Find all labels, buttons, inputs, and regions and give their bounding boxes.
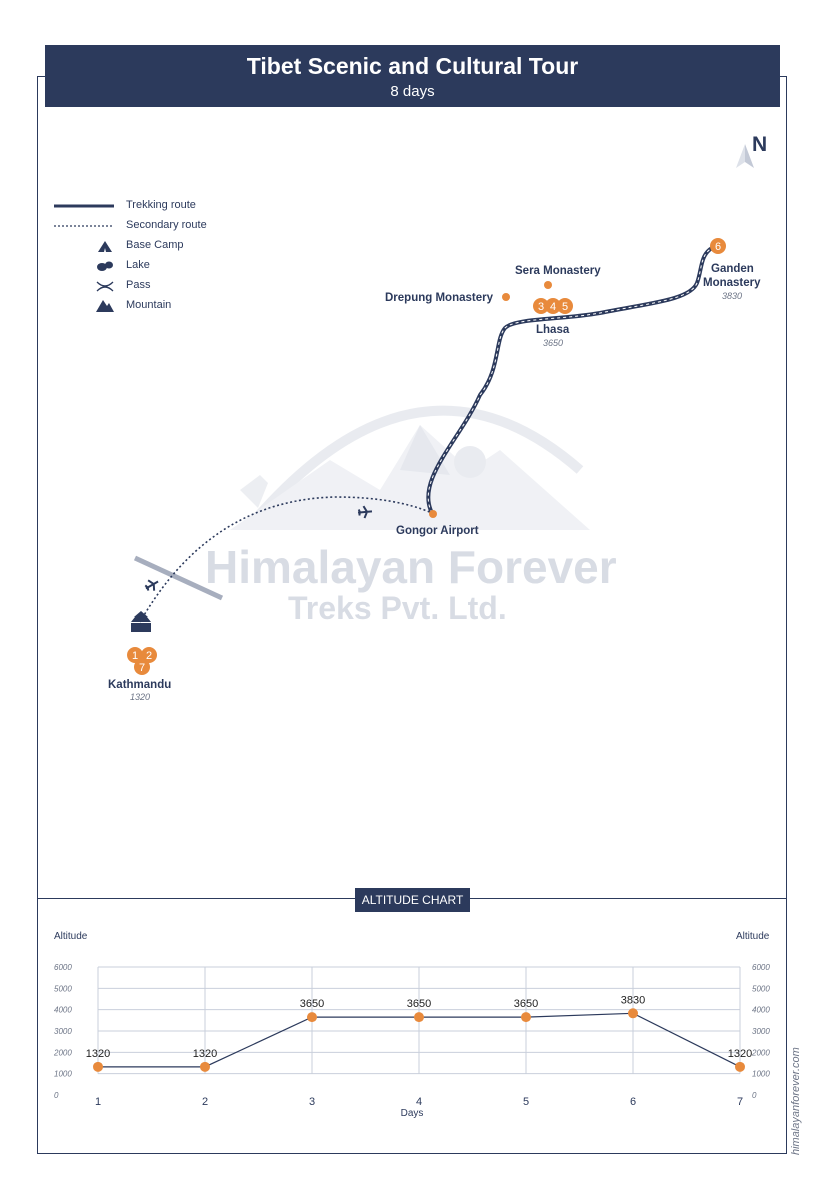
place-label-ganden-line1: Ganden bbox=[711, 263, 754, 275]
data-label: 3830 bbox=[620, 994, 646, 1007]
place-label-ganden-line2: Monastery bbox=[703, 277, 761, 289]
legend-label: Lake bbox=[126, 259, 150, 271]
x-tick-label: 3 bbox=[308, 1096, 316, 1108]
altitude-chart-badge: ALTITUDE CHART bbox=[355, 888, 470, 912]
altitude-point bbox=[628, 1008, 638, 1018]
place-label-gongor: Gongor Airport bbox=[396, 525, 479, 537]
legend-label: Base Camp bbox=[126, 239, 184, 251]
altitude-point bbox=[414, 1012, 424, 1022]
x-tick-label: 2 bbox=[201, 1096, 209, 1108]
y-tick-label-right: 2000 bbox=[752, 1048, 770, 1058]
place-label-sera: Sera Monastery bbox=[515, 265, 601, 277]
data-label: 1320 bbox=[727, 1047, 753, 1060]
day-number: 2 bbox=[145, 650, 153, 662]
y-tick-label: 1000 bbox=[54, 1069, 72, 1079]
y-tick-label: 6000 bbox=[54, 963, 72, 972]
elevation-kathmandu: 1320 bbox=[130, 692, 151, 702]
data-label: 3650 bbox=[513, 998, 539, 1011]
day-number: 4 bbox=[549, 301, 557, 313]
y-tick-label: 0 bbox=[54, 1091, 59, 1100]
elevation-lhasa: 3650 bbox=[543, 338, 564, 348]
y-tick-label: 3000 bbox=[54, 1027, 72, 1036]
legend-label: Mountain bbox=[126, 299, 172, 311]
altitude-point bbox=[307, 1012, 317, 1022]
y-tick-label-right: 4000 bbox=[752, 1005, 770, 1015]
data-label: 1320 bbox=[192, 1047, 218, 1060]
legend-label: Pass bbox=[126, 279, 151, 291]
website-url: himalayanforever.com bbox=[790, 1047, 802, 1155]
y-tick-label: 5000 bbox=[54, 984, 72, 994]
x-tick-label: 5 bbox=[522, 1096, 530, 1108]
y-tick-label-right: 5000 bbox=[752, 984, 770, 994]
place-label-drepung: Drepung Monastery bbox=[385, 292, 493, 304]
x-tick-label: 4 bbox=[415, 1096, 423, 1108]
left-axis-title: Altitude bbox=[54, 931, 88, 942]
place-label-kathmandu: Kathmandu bbox=[108, 679, 172, 691]
compass-letter: N bbox=[752, 133, 768, 156]
x-tick-label: 1 bbox=[94, 1096, 102, 1108]
day-number: 7 bbox=[138, 662, 146, 674]
altitude-point bbox=[200, 1062, 210, 1072]
page-title: Tibet Scenic and Cultural Tour bbox=[246, 53, 579, 79]
place-label-lhasa: Lhasa bbox=[536, 324, 570, 336]
y-tick-label-right: 3000 bbox=[752, 1027, 770, 1036]
x-tick-label: 6 bbox=[629, 1096, 637, 1108]
legend-label: Trekking route bbox=[126, 199, 196, 211]
x-axis-label: Days bbox=[400, 1108, 424, 1119]
y-tick-label: 2000 bbox=[54, 1048, 72, 1058]
right-axis-title: Altitude bbox=[736, 931, 770, 942]
y-tick-label-right: 0 bbox=[752, 1091, 757, 1100]
data-label: 3650 bbox=[299, 998, 325, 1011]
watermark-line2: Treks Pvt. Ltd. bbox=[288, 590, 507, 626]
legend-label: Secondary route bbox=[126, 219, 207, 231]
elevation-ganden: 3830 bbox=[722, 291, 743, 301]
data-label: 3650 bbox=[406, 998, 432, 1011]
altitude-point bbox=[521, 1012, 531, 1022]
page-subtitle: 8 days bbox=[390, 83, 435, 100]
day-number: 6 bbox=[714, 241, 722, 253]
x-tick-label: 7 bbox=[736, 1096, 744, 1108]
y-tick-label: 4000 bbox=[54, 1005, 72, 1015]
watermark-line1: Himalayan Forever bbox=[205, 541, 617, 593]
day-number: 3 bbox=[537, 301, 545, 313]
y-tick-label-right: 6000 bbox=[752, 963, 770, 972]
day-number: 5 bbox=[561, 301, 569, 313]
day-number: 1 bbox=[131, 650, 139, 662]
y-tick-label-right: 1000 bbox=[752, 1069, 770, 1079]
altitude-point bbox=[93, 1062, 103, 1072]
data-label: 1320 bbox=[85, 1047, 111, 1060]
altitude-point bbox=[735, 1062, 745, 1072]
